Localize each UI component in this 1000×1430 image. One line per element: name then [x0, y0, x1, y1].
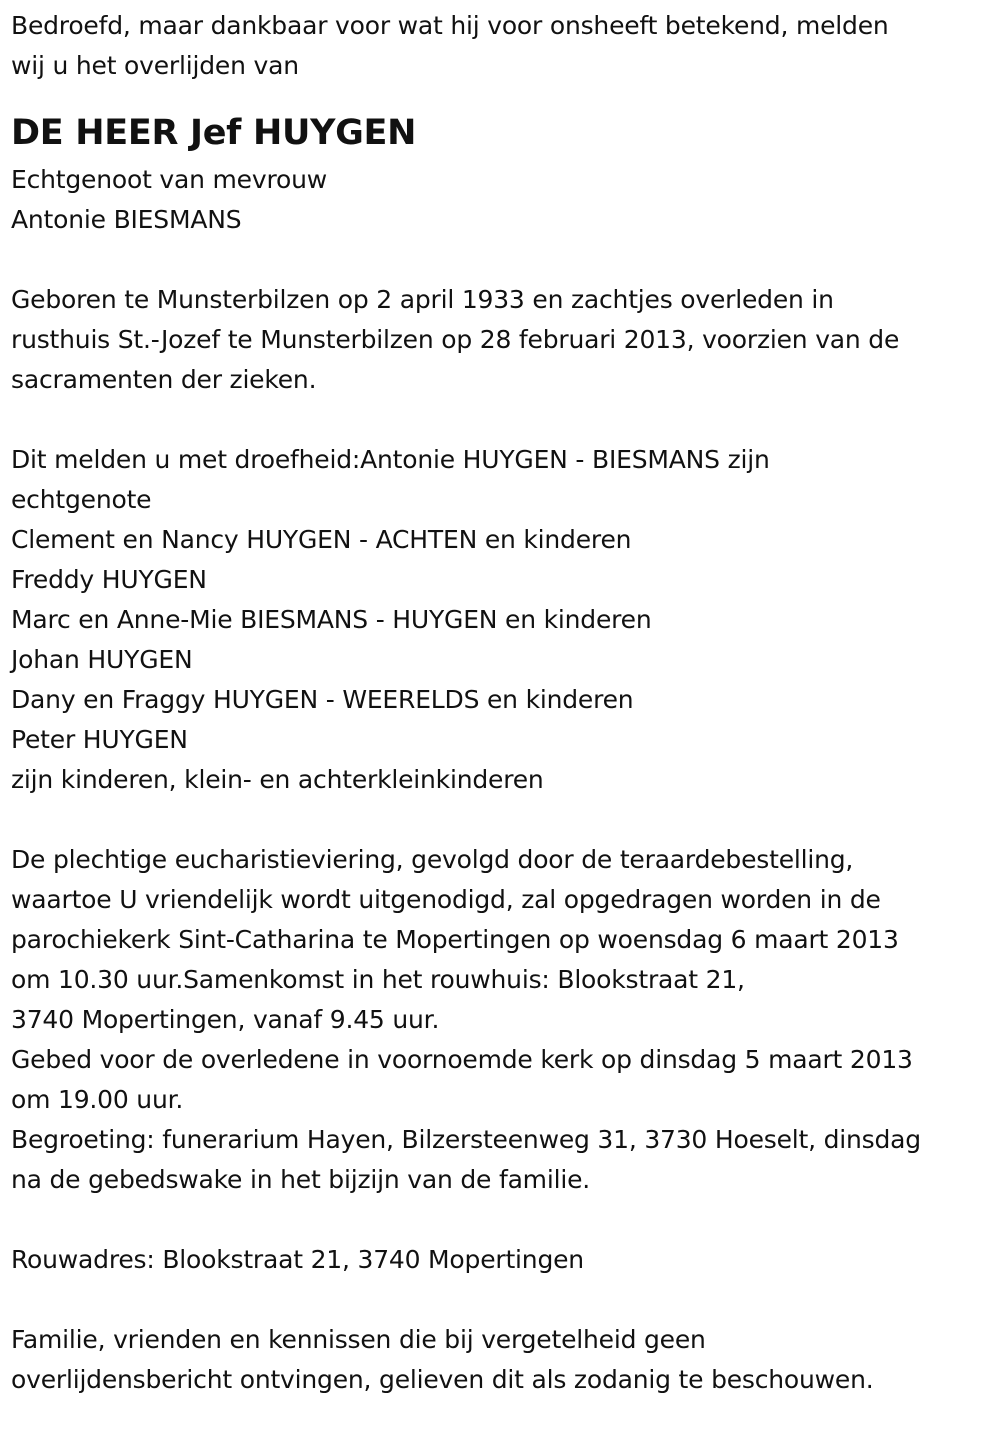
text-line: Geboren te Munsterbilzen op 2 april 1933 en zachtjes overleden in	[11, 285, 834, 314]
spouse-paragraph	[11, 160, 996, 240]
paragraph-gap	[11, 800, 996, 840]
text-line: om 10.30 uur.Samenkomst in het rouwhuis: Blookstraat 21,	[11, 965, 745, 994]
text-line: zijn kinderen, klein- en achterkleinkinderen	[11, 765, 544, 794]
text-line: overlijdensbericht ontvingen, gelieven dit als zodanig te beschouwen.	[11, 1365, 874, 1394]
text-line: Antonie BIESMANS	[11, 205, 242, 234]
text-line: Familie, vrienden en kennissen die bij vergetelheid geen	[11, 1325, 706, 1354]
text-line: Johan HUYGEN	[11, 645, 193, 674]
intro-paragraph	[11, 6, 996, 86]
text-line: sacramenten der zieken.	[11, 365, 317, 394]
text-line: Peter HUYGEN	[11, 725, 188, 754]
text-line: 3740 Mopertingen, vanaf 9.45 uur.	[11, 1005, 440, 1034]
paragraph-gap	[11, 240, 996, 280]
text-line: Begroeting: funerarium Hayen, Bilzersteenweg 31, 3730 Hoeselt, dinsdag	[11, 1125, 921, 1154]
birth-death-paragraph	[11, 280, 996, 400]
text-line: rusthuis St.-Jozef te Munsterbilzen op 28 februari 2013, voorzien van de	[11, 325, 900, 354]
closing-paragraph	[11, 1320, 996, 1400]
text-line: Clement en Nancy HUYGEN - ACHTEN en kinderen	[11, 525, 632, 554]
text-line: Gebed voor de overledene in voornoemde kerk op dinsdag 5 maart 2013	[11, 1045, 913, 1074]
paragraph-gap	[11, 1200, 996, 1240]
text-line: na de gebedswake in het bijzijn van de familie.	[11, 1165, 591, 1194]
text-line: Freddy HUYGEN	[11, 565, 207, 594]
text-line: Dit melden u met droefheid:Antonie HUYGEN - BIESMANS zijn	[11, 445, 770, 474]
paragraph-gap	[11, 1280, 996, 1320]
text-line: om 19.00 uur.	[11, 1085, 184, 1114]
ceremony-paragraph	[11, 840, 996, 1200]
text-line: De plechtige eucharistieviering, gevolgd door de teraardebestelling,	[11, 845, 854, 874]
address-paragraph	[11, 1240, 996, 1280]
text-line: Dany en Fraggy HUYGEN - WEERELDS en kinderen	[11, 685, 634, 714]
deceased-name-heading: DE HEER Jef HUYGEN	[11, 113, 417, 153]
text-line: wij u het overlijden van	[11, 51, 299, 80]
text-line: waartoe U vriendelijk wordt uitgenodigd, zal opgedragen worden in de	[11, 885, 881, 914]
paragraph-gap	[11, 400, 996, 440]
text-line: Echtgenoot van mevrouw	[11, 165, 327, 194]
obituary-notice	[11, 6, 996, 1400]
text-line: parochiekerk Sint-Catharina te Mopertingen op woensdag 6 maart 2013	[11, 925, 899, 954]
family-paragraph	[11, 440, 996, 800]
text-line: echtgenote	[11, 485, 152, 514]
text-line: Bedroefd, maar dankbaar voor wat hij voor onsheeft betekend, melden	[11, 11, 889, 40]
text-line: Rouwadres: Blookstraat 21, 3740 Mopertingen	[11, 1245, 584, 1274]
text-line: Marc en Anne-Mie BIESMANS - HUYGEN en kinderen	[11, 605, 652, 634]
